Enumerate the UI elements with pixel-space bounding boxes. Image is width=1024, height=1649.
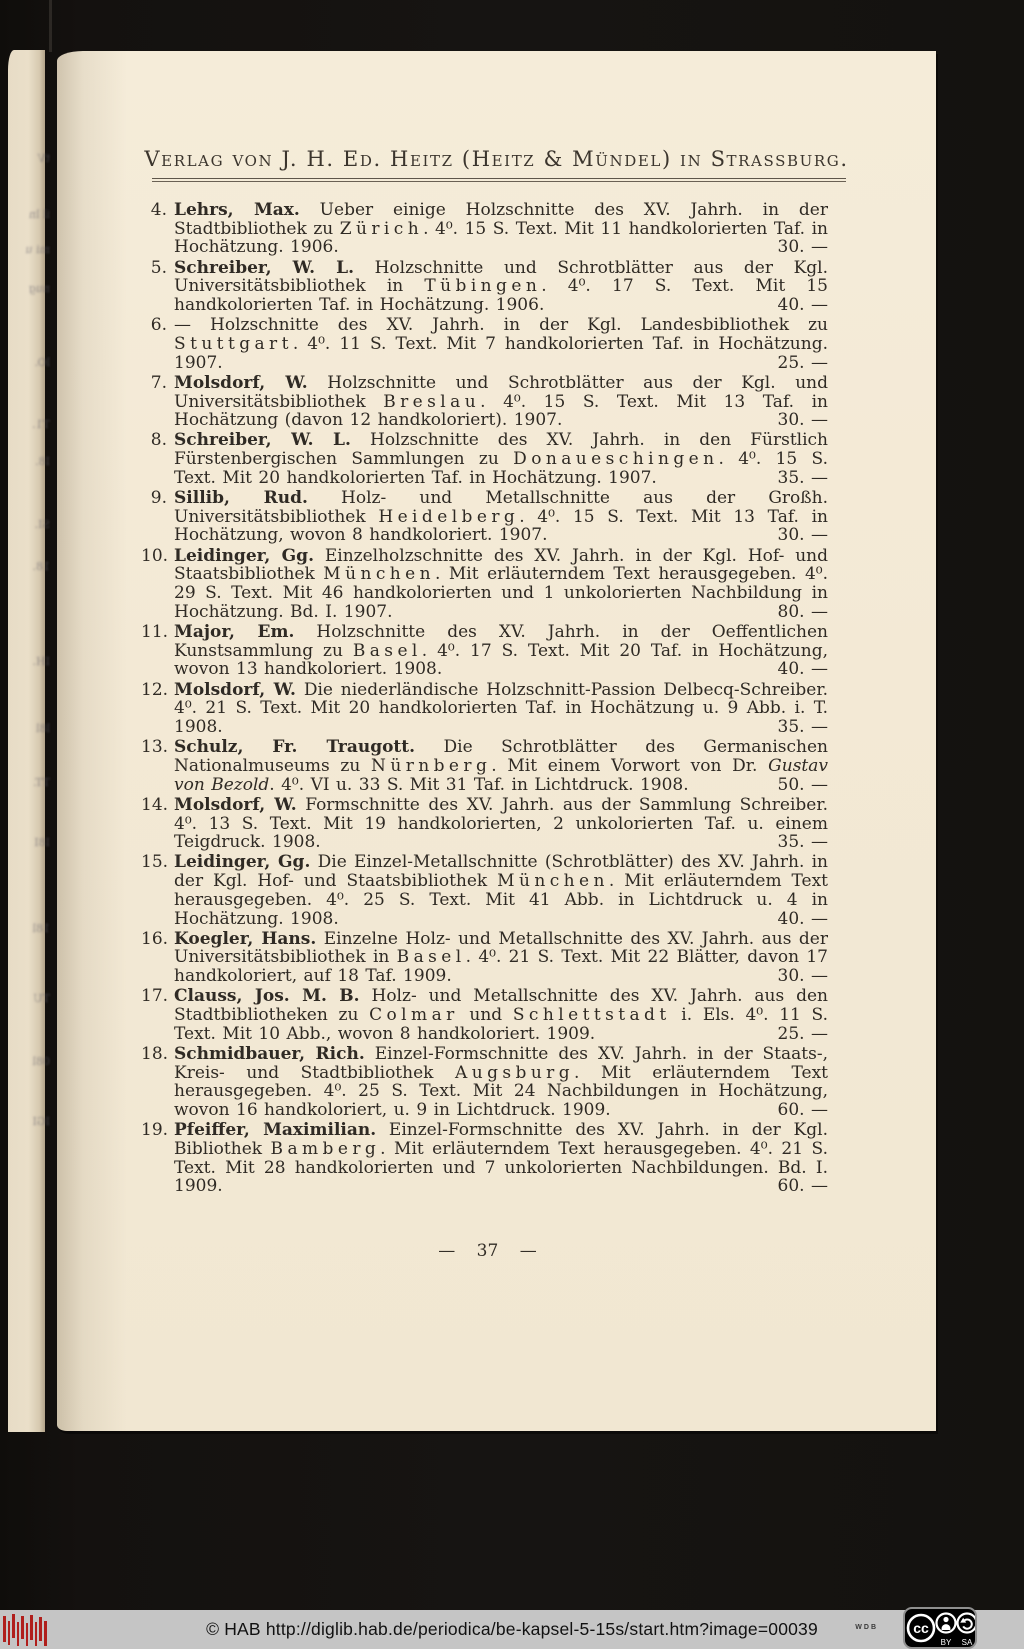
entry-text: Koegler, Hans. Einzelne Holz- und Metallschnitte des XV. Jahrh. aus der Universitätsbibliothek in Basel. 4⁰. 21 S. Text. Mit 22 Blätter, davon 17 handkoloriert, auf 18 Taf. 1909.: [174, 928, 828, 987]
bleedthrough-fragment: I8.: [35, 455, 50, 468]
entry-number: 15.: [141, 852, 169, 873]
entry-number: 19.: [141, 1120, 169, 1141]
entry-text: Schmidbauer, Rich. Einzel-Formschnitte des XV. Jahrh. in der Staats-, Kreis- und Stadtbibliothek Augsburg. Mit erläuterndem Text herausgegeben. 4⁰. 25 S. Text. Mit 24 Nachbildungen in Hochätzung, wovon 16 handkoloriert, u. 9 in Lichtdruck. 1909.: [174, 1043, 829, 1121]
entry-number: 16.: [141, 928, 169, 949]
entry-price: 25. —: [777, 1023, 828, 1044]
book-cover-edge: [49, 0, 52, 52]
entry-number: 18.: [141, 1043, 169, 1064]
bleedthrough-fragment: I8I: [34, 836, 50, 849]
catalog-entry: [141, 679, 828, 737]
bleedthrough-fragment: SI.: [34, 518, 50, 531]
entry-price: 40. —: [777, 908, 828, 929]
entry-price: 30. —: [777, 525, 828, 546]
entry-text: Major, Em. Holzschnitte des XV. Jahrh. in der Oeffentlichen Kunstsammlung zu Basel. 4⁰. 17 S. Text. Mit 20 Taf. in Hochätzung, wovon 13 handkoloriert. 1908.: [174, 621, 829, 680]
catalog-entry: [141, 1043, 829, 1121]
catalog-entry: [147, 259, 828, 315]
catalog-entry: [147, 431, 828, 487]
attribution-person-icon: [937, 1614, 956, 1633]
entry-price: 50. —: [777, 774, 828, 795]
wdb-label: WDB: [855, 1624, 878, 1631]
bleedthrough-fragment: TT.: [33, 776, 50, 789]
bleedthrough-fragment: IH.: [32, 655, 50, 668]
entry-price: 35. —: [777, 832, 828, 853]
entry-text: Sillib, Rud. Holz- und Metallschnitte aus der Großh. Universitätsbibliothek Heidelberg. 4⁰. 15 S. Text. Mit 13 Taf. in Hochätzung, wovon 8 handkoloriert. 1907.: [174, 488, 828, 546]
bleedthrough-fragment: T1.: [32, 418, 50, 431]
entry-price: 60. —: [777, 1100, 828, 1121]
catalog-entry: [141, 986, 828, 1044]
entry-list: [141, 200, 829, 1198]
entry-text: Molsdorf, W. Formschnitte des XV. Jahrh. aus der Sammlung Schreiber. 4⁰. 13 S. Text. Mit 19 handkolorierten, 2 unkolorierten Taf. u. einem Teigdruck. 1908.: [174, 794, 829, 853]
entry-text: Schulz, Fr. Traugott. Die Schrotblätter des Germanischen Nationalmuseums zu Nürnberg. Mit einem Vorwort von Dr. Gustav von Bezold. 4⁰. VI u. 33 S. Mit 31 Taf. in Lichtdruck. 1908.: [174, 737, 829, 795]
entry-price: 30. —: [777, 966, 828, 987]
entry-number: 11.: [141, 621, 169, 642]
bleedthrough-fragment: nug: [28, 282, 50, 295]
catalog-entry: [141, 928, 828, 987]
cc-icon: [908, 1615, 934, 1641]
entry-number: 12.: [141, 679, 169, 700]
page-number: — 37 —: [438, 1241, 537, 1261]
entry-number: 8.: [150, 430, 167, 451]
entry-price: 40. —: [777, 295, 828, 316]
entry-number: 6.: [150, 315, 167, 336]
entry-price: 30. —: [777, 410, 828, 431]
catalog-entry: [141, 1120, 828, 1197]
cc-license-badge[interactable]: [903, 1607, 977, 1649]
by-label: BY: [940, 1638, 952, 1647]
entry-text: Clauss, Jos. M. B. Holz- und Metallschnitte des XV. Jahrh. aus den Stadtbibliotheken zu Colmar und Schlettstadt i. Els. 4⁰. 11 S. Text. Mit 10 Abb., wovon 8 handkoloriert. 1909.: [174, 986, 828, 1044]
entry-number: 5.: [150, 257, 167, 278]
entry-price: 35. —: [777, 716, 828, 737]
entry-text: Leidinger, Gg. Einzelholzschnitte des XV. Jahrh. in der Kgl. Hof- und Staatsbibliothek München. Mit erläuterndem Text herausgegeben. 4⁰. 29 S. Text. Mit 46 handkolorierten und 1 unkolorierten Nachbildung in Hochätzung. Bd. I. 1907.: [174, 545, 828, 622]
entry-text: Molsdorf, W. Holzschnitte und Schrotblätter aus der Kgl. und Universitätsbibliothek Breslau. 4⁰. 15 S. Text. Mit 13 Taf. in Hochätzung (davon 12 handkoloriert). 1907.: [174, 372, 828, 431]
entry-price: 60. —: [777, 1176, 828, 1197]
entry-number: 17.: [141, 986, 169, 1007]
entry-number: 9.: [150, 488, 167, 509]
entry-price: 80. —: [777, 601, 828, 622]
header-rule: [152, 178, 846, 182]
viewer-footer: [0, 1610, 1024, 1649]
entry-number: 4.: [150, 200, 167, 220]
catalog-entry: [147, 489, 828, 545]
entry-price: 25. —: [777, 352, 828, 373]
entry-text: Lehrs, Max. Ueber einige Holzschnitte des XV. Jahrh. in der Stadtbibliothek zu Zürich. 4⁰. 15 S. Text. Mit 11 handkolorierten Taf. in Hochätzung. 1906.: [174, 200, 828, 258]
bleedthrough-fragment: TU: [33, 992, 50, 1005]
bleedthrough-fragment: l8l: [35, 722, 50, 735]
entry-text: — Holzschnitte des XV. Jahrh. in der Kgl. Landesbibliothek zu Stuttgart. 4⁰. 11 S. Text. Mit 7 handkolorierten Taf. in Hochätzung. 1907.: [174, 315, 828, 373]
sa-label: SA: [961, 1638, 973, 1647]
entry-text: Pfeiffer, Maximilian. Einzel-Formschnitte des XV. Jahrh. in der Kgl. Bibliothek Bamberg. Mit erläuterndem Text herausgegeben. 4⁰. 21 S. Text. Mit 28 handkolorierten und 7 unkolorierten Nachbildungen. Bd. I. 1909.: [174, 1120, 828, 1197]
entry-number: 10.: [141, 545, 169, 566]
previous-page-edge: [8, 50, 50, 1432]
entry-text: Schreiber, W. L. Holzschnitte des XV. Jahrh. in den Fürstlich Fürstenbergischen Sammlungen zu Donaueschingen. 4⁰. 15 S. Text. Mit 20 handkolorierten Taf. in Hochätzung. 1907.: [174, 430, 828, 488]
entry-number: 14.: [141, 794, 169, 815]
catalog-entry: [141, 852, 829, 929]
catalog-entry: [141, 545, 828, 622]
entry-text: Schreiber, W. L. Holzschnitte und Schrotblätter aus der Kgl. Universitätsbibliothek in Tübingen. 4⁰. 17 S. Text. Mit 15 handkolorierten Taf. in Hochätzung. 1906.: [174, 257, 829, 316]
copyright-url[interactable]: © HAB http://diglib.hab.de/periodica/be-kapsel-5-15s/start.htm?image=00039: [206, 1619, 818, 1639]
bleedthrough-fragment: IGI: [32, 1115, 50, 1128]
bleedthrough-fragment: lO.: [34, 356, 50, 369]
publisher-header: Verlag von J. H. Ed. Heitz (Heitz & Mündel) in Strassburg.: [144, 147, 849, 171]
catalog-entry: [141, 794, 829, 853]
entry-text: Leidinger, Gg. Die Einzel-Metallschnitte (Schrotblätter) des XV. Jahrh. in der Kgl. Hof- und Staatsbibliothek München. Mit erläuterndem Text herausgegeben. 4⁰. 25 S. Text. Mit 41 Abb. in Lichtdruck u. 4 in Hochätzung. 1908.: [174, 852, 829, 929]
entry-price: 35. —: [777, 467, 828, 488]
bleedthrough-fragment: mi u: [25, 243, 50, 256]
bleedthrough-fragment: 18l: [32, 922, 50, 935]
entry-price: 30. —: [777, 237, 828, 258]
entry-number: 7.: [150, 372, 167, 393]
catalog-entry: [147, 201, 828, 257]
entry-price: 40. —: [777, 659, 828, 680]
catalog-entry: [147, 316, 828, 372]
catalog-page: [57, 51, 936, 1431]
catalog-entry: [147, 374, 828, 430]
svg-text:cc: cc: [913, 1620, 929, 1636]
catalog-entry: [141, 737, 829, 795]
bleedthrough-fragment: 18.: [32, 560, 50, 573]
bleedthrough-fragment: il ln: [28, 208, 50, 221]
share-alike-arrow-icon: [958, 1614, 976, 1633]
entry-number: 13.: [141, 737, 169, 758]
catalog-entry: [141, 621, 829, 680]
bleedthrough-fragment: tV: [37, 152, 50, 165]
bleedthrough-fragment: 08l: [32, 1055, 50, 1068]
entry-text: Molsdorf, W. Die niederländische Holzschnitt-Passion Delbecq-Schreiber. 4⁰. 21 S. Text. Mit 20 handkolorierten Taf. in Hochätzung u. 9 Abb. i. T. 1908.: [174, 679, 828, 737]
